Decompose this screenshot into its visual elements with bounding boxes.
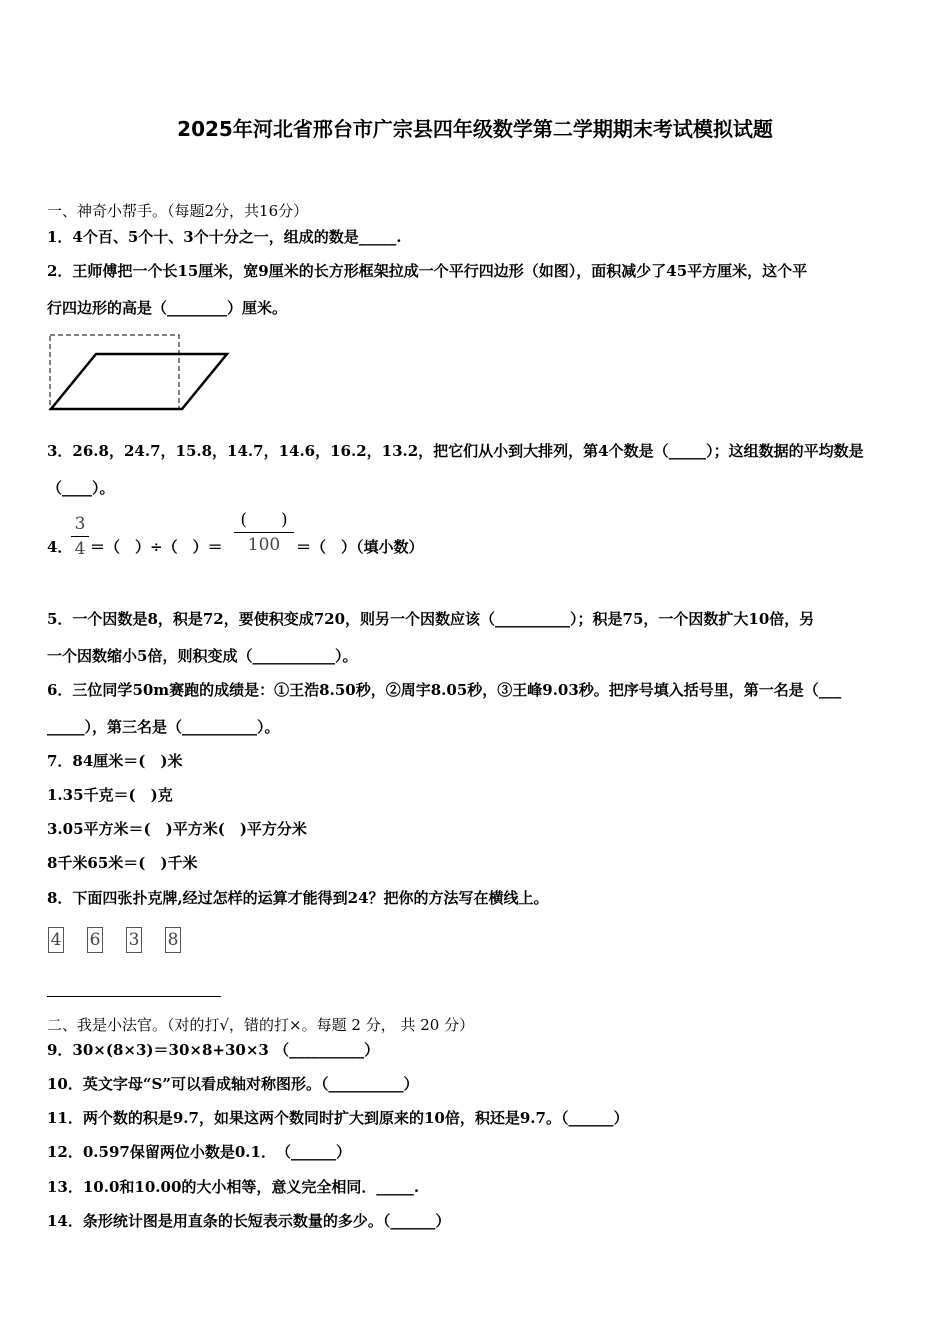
question-3-line1: 3．26.8，24.7，15.8，14.7，14.6，16.2，13.2，把它们从小到大排列，第4个数是（_____）；这组数据的平均数是 [47, 442, 864, 460]
question-9: 9．30×(8×3)＝30×8+30×3 （__________） [47, 1041, 380, 1059]
playing-card-4: 4 [48, 927, 64, 953]
playing-card-8: 8 [165, 927, 181, 953]
question-8: 8．下面四张扑克牌,经过怎样的运算才能得到24？把你的方法写在横线上。 [47, 889, 549, 907]
parallelogram-shape [51, 354, 227, 409]
question-1: 1．4个百、5个十、3个十分之一，组成的数是_____. [47, 228, 402, 246]
playing-card-3: 3 [126, 927, 142, 953]
fraction-over-hundred [234, 510, 294, 555]
question-3-line2: （____）。 [47, 479, 115, 497]
answer-line [47, 996, 221, 997]
question-12: 12．0.597保留两位小数是0.1． （______） [47, 1143, 351, 1161]
question-10: 10．英文字母“S”可以看成轴对称图形。（__________） [47, 1075, 419, 1093]
question-7-c: 3.05平方米＝( )平方米( )平方分米 [47, 820, 307, 838]
question-6-line2: _____），第三名是（__________）。 [47, 718, 280, 736]
fraction-1-numerator: 3 [74, 514, 86, 534]
dashed-rectangle [50, 335, 179, 409]
section2-heading: 二、我是小法官。（对的打√，错的打×。每题 2 分， 共 20 分） [47, 1016, 475, 1034]
question-7-b: 1.35千克＝( )克 [47, 786, 173, 804]
question-13: 13．10.0和10.00的大小相等，意义完全相同．_____. [47, 1178, 420, 1196]
question-11: 11．两个数的积是9.7，如果这两个数同时扩大到原来的10倍，积还是9.7。（______） [47, 1109, 629, 1127]
page-title: 2025年河北省邢台市广宗县四年级数学第二学期期末考试模拟试题 [177, 117, 773, 141]
question-4-prefix: 4． [47, 538, 73, 556]
question-5-line2: 一个因数缩小5倍，则积变成（___________）。 [47, 647, 358, 665]
parallelogram-figure [44, 330, 234, 414]
question-5-line1: 5．一个因数是8，积是72，要使积变成720，则另一个因数应该（__________）；积是75，一个因数扩大10倍，另 [47, 610, 815, 628]
fraction-three-quarters [71, 514, 89, 559]
playing-card-6: 6 [87, 927, 103, 953]
question-7-a: 7．84厘米＝( )米 [47, 752, 183, 770]
fraction-2-numerator: ( ) [240, 510, 288, 530]
question-7-d: 8千米65米＝( )千米 [47, 854, 198, 872]
section1-heading: 一、神奇小帮手。（每题2分，共16分） [47, 202, 309, 220]
question-2-line1: 2．王师傅把一个长15厘米，宽9厘米的长方形框架拉成一个平行四边形（如图），面积减少了45平方厘米，这个平 [47, 262, 808, 280]
question-6-line1: 6．三位同学50m赛跑的成绩是：①王浩8.50秒，②周宇8.05秒，③王峰9.03秒。把序号填入括号里，第一名是（___ [47, 681, 842, 699]
question-4-middle: ＝（ ）÷（ ）＝ [90, 538, 223, 556]
question-4-suffix: ＝（ ）（填小数） [296, 538, 424, 556]
question-2-line2: 行四边形的高是（________）厘米。 [47, 299, 288, 317]
fraction-2-denominator: 100 [247, 535, 281, 555]
question-14: 14．条形统计图是用直条的长短表示数量的多少。（______） [47, 1212, 451, 1230]
fraction-1-denominator: 4 [74, 539, 86, 559]
